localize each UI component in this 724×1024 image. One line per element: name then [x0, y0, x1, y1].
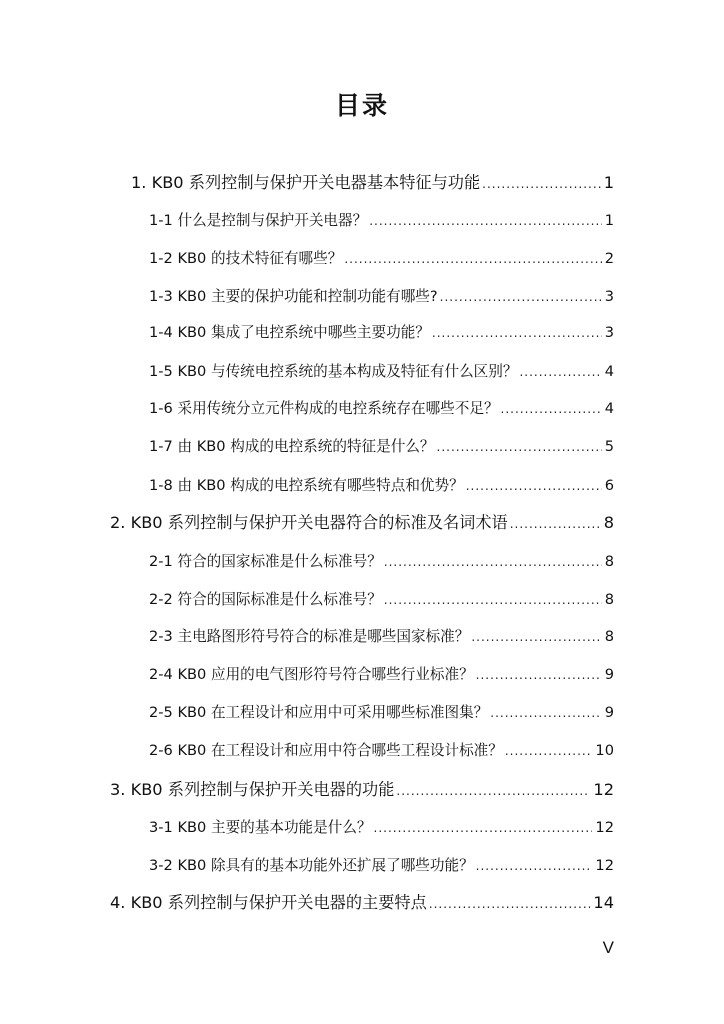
toc-entry[interactable] — [149, 624, 614, 650]
toc-entry-text: 3. KB0 系列控制与保护开关电器的功能 — [110, 780, 395, 799]
toc-leader-dots — [384, 587, 602, 613]
toc-entry[interactable] — [149, 284, 614, 310]
toc-entry-page: 5 — [604, 438, 614, 455]
toc-entry[interactable] — [149, 700, 614, 726]
toc-entry-page: 14 — [593, 893, 614, 912]
toc-entry-text: 1. KB0 系列控制与保护开关电器基本特征与功能 — [131, 173, 481, 192]
toc-entry-page: 9 — [604, 704, 614, 721]
toc-leader-dots — [505, 738, 593, 764]
toc-leader-dots — [374, 815, 593, 841]
toc-entry-page: 8 — [604, 628, 614, 645]
toc-entry-text: 2-2 符合的国际标准是什么标准号？ — [149, 591, 382, 608]
toc-leader-dots — [384, 549, 602, 575]
toc-entry-page: 8 — [604, 553, 614, 570]
toc-entry-text: 1-3 KB0 主要的保护功能和控制功能有哪些? — [149, 288, 438, 305]
toc-entry-page: 4 — [604, 363, 614, 380]
toc-entry-page: 10 — [595, 742, 614, 759]
toc-entry[interactable] — [149, 396, 614, 422]
toc-entry[interactable] — [149, 815, 614, 841]
toc-entry-page: 9 — [604, 666, 614, 683]
toc-entry-page: 8 — [604, 591, 614, 608]
toc-entry-text: 1-7 由 KB0 构成的电控系统的特征是什么？ — [149, 438, 435, 455]
toc-entry-text: 2-6 KB0 在工程设计和应用中符合哪些工程设计标准？ — [149, 742, 503, 759]
toc-entry-page: 1 — [604, 212, 614, 229]
toc-entry-text: 2. KB0 系列控制与保护开关电器符合的标准及名词术语 — [110, 513, 508, 532]
toc-entry-page: 12 — [595, 857, 614, 874]
toc-entry-text: 3-1 KB0 主要的基本功能是什么？ — [149, 819, 372, 836]
toc-entry-text: 1-2 KB0 的技术特征有哪些？ — [149, 250, 343, 267]
toc-entry-text: 3-2 KB0 除具有的基本功能外还扩展了哪些功能？ — [149, 857, 474, 874]
toc-leader-dots — [437, 434, 602, 460]
toc-leader-dots — [432, 320, 602, 346]
toc-entry[interactable] — [110, 510, 614, 536]
toc-entry[interactable] — [149, 473, 614, 499]
toc-leader-dots — [482, 171, 601, 197]
toc-entry-page: 8 — [603, 513, 614, 532]
toc-leader-dots — [396, 778, 590, 804]
page-number: V — [602, 938, 614, 957]
toc-leader-dots — [476, 662, 602, 688]
toc-leader-dots — [490, 700, 601, 726]
toc-entry-text: 1-6 采用传统分立元件构成的电控系统存在哪些不足？ — [149, 400, 499, 417]
toc-leader-dots — [344, 246, 601, 272]
toc-entry-text: 2-3 主电路图形符号符合的标准是哪些国家标准？ — [149, 628, 470, 645]
toc-entry[interactable] — [149, 208, 614, 234]
toc-leader-dots — [466, 473, 602, 499]
toc-entry-text: 4. KB0 系列控制与保护开关电器的主要特点 — [110, 893, 427, 912]
toc-entry-page: 4 — [604, 400, 614, 417]
toc-leader-dots — [369, 208, 602, 234]
toc-entry-page: 6 — [604, 477, 614, 494]
toc-entry[interactable] — [110, 890, 614, 916]
toc-entry-text: 1-4 KB0 集成了电控系统中哪些主要功能？ — [149, 324, 430, 341]
toc-entry[interactable] — [149, 320, 614, 346]
toc-entry-text: 2-5 KB0 在工程设计和应用中可采用哪些标准图集？ — [149, 704, 489, 721]
toc-entry-page: 3 — [604, 288, 614, 305]
toc-entry-text: 2-4 KB0 应用的电气图形符号符合哪些行业标准？ — [149, 666, 474, 683]
toc-entry-text: 1-5 KB0 与传统电控系统的基本构成及特征有什么区别？ — [149, 363, 518, 380]
toc-entry[interactable] — [110, 777, 614, 803]
toc-leader-dots — [510, 511, 601, 537]
toc-leader-dots — [429, 891, 591, 917]
toc-entry-page: 2 — [604, 250, 614, 267]
toc-leader-dots — [519, 359, 601, 385]
toc-leader-dots — [501, 396, 602, 422]
toc-title: 目录 — [334, 91, 389, 120]
toc-entry[interactable] — [149, 662, 614, 688]
toc-leader-dots — [476, 853, 593, 879]
toc-leader-dots — [440, 284, 602, 310]
toc-entry-page: 3 — [604, 324, 614, 341]
toc-entry[interactable] — [149, 246, 614, 272]
toc-entry-page: 1 — [603, 173, 614, 192]
toc-entry[interactable] — [149, 587, 614, 613]
toc-entry[interactable] — [149, 738, 614, 764]
toc-entry[interactable] — [149, 853, 614, 879]
toc-entry-text: 1-1 什么是控制与保护开关电器？ — [149, 212, 368, 229]
toc-entry[interactable] — [149, 359, 614, 385]
toc-entry[interactable] — [149, 434, 614, 460]
toc-entry[interactable] — [149, 549, 614, 575]
toc-leader-dots — [471, 624, 601, 650]
toc-entry-page: 12 — [595, 819, 614, 836]
toc-entry-page: 12 — [593, 780, 614, 799]
toc-entry-text: 1-8 由 KB0 构成的电控系统有哪些特点和优势？ — [149, 477, 464, 494]
toc-entry[interactable] — [131, 170, 614, 196]
toc-entry-text: 2-1 符合的国家标准是什么标准号？ — [149, 553, 382, 570]
